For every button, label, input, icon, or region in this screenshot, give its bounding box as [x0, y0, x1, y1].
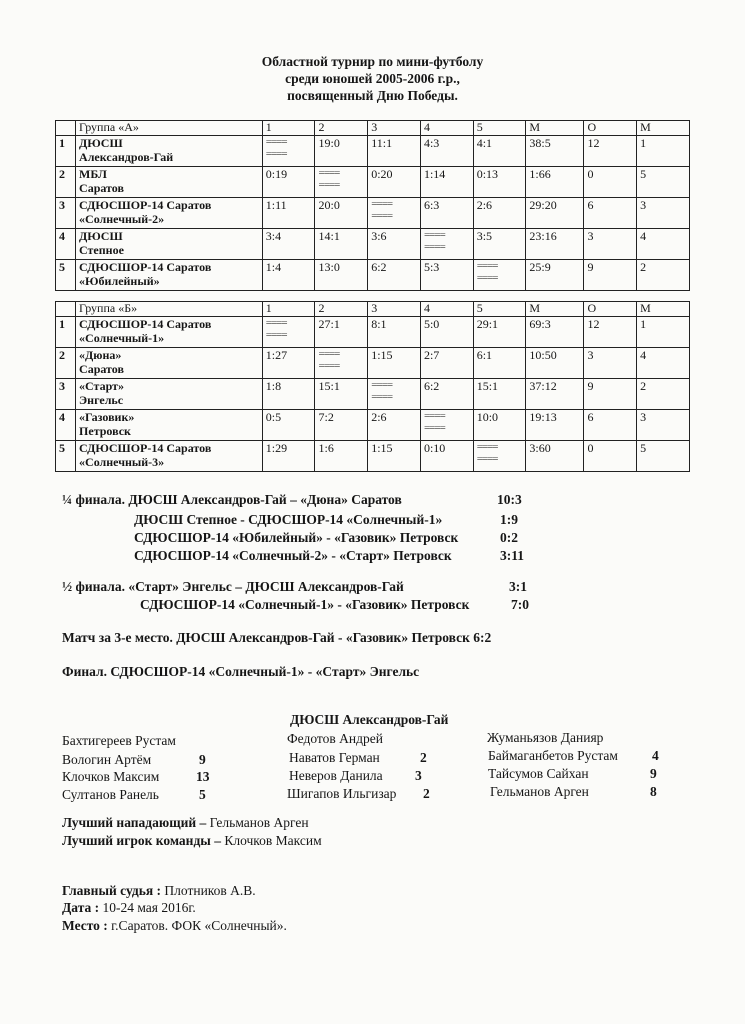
column-header: 3: [368, 302, 421, 317]
team-city: Саратов: [79, 362, 124, 376]
chief-judge: Главный судья : Плотников А.В.: [62, 883, 256, 898]
venue: Место : г.Саратов. ФОК «Солнечный».: [62, 918, 287, 933]
row-number: 1: [56, 136, 76, 167]
player-goals: 4: [652, 748, 659, 763]
score-cell: 0:13: [473, 167, 526, 198]
place-cell: 1: [637, 136, 690, 167]
score-cell: 5:3: [420, 260, 473, 291]
group-a-table: [55, 120, 690, 291]
column-header: М: [526, 302, 584, 317]
score-cell: 1:4: [262, 260, 315, 291]
points-cell: 12: [584, 136, 637, 167]
place-cell: 4: [637, 229, 690, 260]
score-cell: ==== ====: [262, 136, 315, 167]
points-cell: 0: [584, 167, 637, 198]
quarter-final-line-1: ¼ финала. ДЮСШ Александров-Гай – «Дюна» Саратов: [62, 492, 402, 507]
roster-team-name: ДЮСШ Александров-Гай: [290, 712, 449, 727]
score-cell: 3:5: [473, 229, 526, 260]
player-goals: 2: [420, 750, 427, 765]
header-row: [56, 121, 690, 136]
points-cell: 3: [584, 348, 637, 379]
points-cell: 3: [584, 229, 637, 260]
column-header: О: [584, 302, 637, 317]
column-header: [56, 302, 76, 317]
player-name: Баймаганбетов Рустам: [488, 748, 618, 763]
player-goals: 9: [650, 766, 657, 781]
goals-cell: 29:20: [526, 198, 584, 229]
team-cell: [76, 379, 263, 410]
place-cell: 1: [637, 317, 690, 348]
score-cell: 11:1: [368, 136, 421, 167]
player-goals: 8: [650, 784, 657, 799]
score-cell: 15:1: [473, 379, 526, 410]
semi-final-score-2: 7:0: [511, 597, 529, 612]
team-name: СДЮСШОР-14 Саратов: [79, 260, 212, 274]
player-goals: 9: [199, 752, 206, 767]
player-name: Бахтигереев Рустам: [62, 733, 176, 748]
quarter-final-line-4: СДЮСШОР-14 «Солнечный-2» - «Старт» Петровск: [134, 548, 452, 563]
score-cell: 6:2: [368, 260, 421, 291]
score-cell: 0:10: [420, 441, 473, 472]
goals-cell: 23:16: [526, 229, 584, 260]
score-cell: 2:6: [473, 198, 526, 229]
goals-cell: 38:5: [526, 136, 584, 167]
player-goals: 2: [423, 786, 430, 801]
goals-cell: 37:12: [526, 379, 584, 410]
goals-cell: 10:50: [526, 348, 584, 379]
score-cell: 1:29: [262, 441, 315, 472]
points-cell: 0: [584, 441, 637, 472]
team-cell: [76, 229, 263, 260]
score-cell: 6:1: [473, 348, 526, 379]
team-city: «Солнечный-2»: [79, 212, 165, 226]
semi-final-line-2: СДЮСШОР-14 «Солнечный-1» - «Газовик» Петровск: [140, 597, 470, 612]
player-name: Неверов Данила: [289, 768, 383, 783]
semi-final-line-1: ½ финала. «Старт» Энгельс – ДЮСШ Александров-Гай: [62, 579, 404, 594]
score-cell: 1:14: [420, 167, 473, 198]
column-header: [56, 121, 76, 136]
player-goals: 13: [196, 769, 210, 784]
team-cell: [76, 317, 263, 348]
row-number: 2: [56, 167, 76, 198]
table-row: [56, 198, 690, 229]
score-cell: 0:5: [262, 410, 315, 441]
date: Дата : 10-24 мая 2016г.: [62, 900, 196, 915]
player-name: Жуманьязов Данияр: [487, 730, 604, 745]
column-header: 2: [315, 121, 368, 136]
score-cell: ==== ====: [262, 317, 315, 348]
place-cell: 2: [637, 260, 690, 291]
team-cell: [76, 410, 263, 441]
table-row: [56, 229, 690, 260]
team-name: МБЛ: [79, 167, 107, 181]
best-player: Лучший игрок команды – Клочков Максим: [62, 833, 322, 848]
score-cell: 8:1: [368, 317, 421, 348]
team-name: СДЮСШОР-14 Саратов: [79, 317, 212, 331]
score-cell: 6:2: [420, 379, 473, 410]
column-header: 1: [262, 302, 315, 317]
quarter-final-score-3: 0:2: [500, 530, 518, 545]
player-name: Гельманов Арген: [490, 784, 589, 799]
team-name: ДЮСШ: [79, 229, 123, 243]
table-row: [56, 410, 690, 441]
score-cell: 15:1: [315, 379, 368, 410]
goals-cell: 1:66: [526, 167, 584, 198]
title-line-2: среди юношей 2005-2006 г.р.,: [285, 71, 460, 86]
score-cell: 3:4: [262, 229, 315, 260]
quarter-final-line-2: ДЮСШ Степное - СДЮСШОР-14 «Солнечный-1»: [134, 512, 443, 527]
points-cell: 6: [584, 410, 637, 441]
score-cell: ==== ====: [473, 260, 526, 291]
score-cell: ==== ====: [315, 167, 368, 198]
team-cell: [76, 260, 263, 291]
place-cell: 4: [637, 348, 690, 379]
score-cell: 19:0: [315, 136, 368, 167]
row-number: 1: [56, 317, 76, 348]
column-header: 4: [420, 121, 473, 136]
team-city: Степное: [79, 243, 124, 257]
score-cell: 14:1: [315, 229, 368, 260]
third-place-match: Матч за 3-е место. ДЮСШ Александров-Гай - «Газовик» Петровск 6:2: [62, 630, 492, 645]
team-city: Энгельс: [79, 393, 124, 407]
table-row: [56, 441, 690, 472]
title-line-1: Областной турнир по мини-футболу: [261, 54, 484, 69]
player-name: Клочков Максим: [62, 769, 160, 784]
score-cell: 0:20: [368, 167, 421, 198]
score-cell: 27:1: [315, 317, 368, 348]
points-cell: 9: [584, 379, 637, 410]
column-header: М: [637, 121, 690, 136]
goals-cell: 3:60: [526, 441, 584, 472]
row-number: 4: [56, 410, 76, 441]
goals-cell: 69:3: [526, 317, 584, 348]
table-row: [56, 260, 690, 291]
score-cell: 2:7: [420, 348, 473, 379]
column-header: М: [526, 121, 584, 136]
row-number: 4: [56, 229, 76, 260]
table-row: [56, 136, 690, 167]
goals-cell: 25:9: [526, 260, 584, 291]
column-header: 4: [420, 302, 473, 317]
team-name: «Газовик»: [79, 410, 135, 424]
score-cell: 4:1: [473, 136, 526, 167]
team-city: «Юбилейный»: [79, 274, 160, 288]
points-cell: 12: [584, 317, 637, 348]
column-header: 3: [368, 121, 421, 136]
table-row: [56, 167, 690, 198]
team-city: Александров-Гай: [79, 150, 174, 164]
score-cell: 0:19: [262, 167, 315, 198]
player-name: Тайсумов Сайхан: [488, 766, 589, 781]
score-cell: ==== ====: [420, 229, 473, 260]
team-name: СДЮСШОР-14 Саратов: [79, 198, 212, 212]
score-cell: 6:3: [420, 198, 473, 229]
place-cell: 3: [637, 198, 690, 229]
row-number: 5: [56, 441, 76, 472]
score-cell: 1:6: [315, 441, 368, 472]
table-row: [56, 348, 690, 379]
header-row: [56, 302, 690, 317]
player-name: Наватов Герман: [289, 750, 380, 765]
score-cell: 1:15: [368, 441, 421, 472]
place-cell: 3: [637, 410, 690, 441]
team-name: «Дюна»: [79, 348, 122, 362]
place-cell: 5: [637, 167, 690, 198]
group-b-table: [55, 301, 690, 472]
player-name: Султанов Ранель: [62, 787, 159, 802]
score-cell: 1:27: [262, 348, 315, 379]
title-line-3: посвященный Дню Победы.: [287, 88, 458, 103]
player-goals: 3: [415, 768, 422, 783]
quarter-final-score-2: 1:9: [500, 512, 518, 527]
team-cell: [76, 441, 263, 472]
semi-final-score-1: 3:1: [509, 579, 527, 594]
quarter-final-line-3: СДЮСШОР-14 «Юбилейный» - «Газовик» Петровск: [134, 530, 459, 545]
team-city: Саратов: [79, 181, 124, 195]
points-cell: 6: [584, 198, 637, 229]
column-header: О: [584, 121, 637, 136]
team-cell: [76, 136, 263, 167]
score-cell: 1:8: [262, 379, 315, 410]
quarter-final-score-1: 10:3: [497, 492, 522, 507]
column-header: Группа «Б»: [76, 302, 263, 317]
column-header: 5: [473, 121, 526, 136]
player-name: Вологин Артём: [62, 752, 152, 767]
place-cell: 5: [637, 441, 690, 472]
column-header: Группа «А»: [76, 121, 263, 136]
goals-cell: 19:13: [526, 410, 584, 441]
best-forward: Лучший нападающий – Гельманов Арген: [62, 815, 309, 830]
score-cell: ==== ====: [368, 379, 421, 410]
score-cell: ==== ====: [368, 198, 421, 229]
team-name: ДЮСШ: [79, 136, 123, 150]
column-header: 2: [315, 302, 368, 317]
table-row: [56, 317, 690, 348]
team-city: Петровск: [79, 424, 131, 438]
team-cell: [76, 167, 263, 198]
column-header: 5: [473, 302, 526, 317]
team-city: «Солнечный-3»: [79, 455, 165, 469]
player-goals: 5: [199, 787, 206, 802]
team-name: СДЮСШОР-14 Саратов: [79, 441, 212, 455]
score-cell: 1:15: [368, 348, 421, 379]
score-cell: 3:6: [368, 229, 421, 260]
score-cell: 5:0: [420, 317, 473, 348]
score-cell: 13:0: [315, 260, 368, 291]
place-cell: 2: [637, 379, 690, 410]
score-cell: ==== ====: [315, 348, 368, 379]
score-cell: ==== ====: [420, 410, 473, 441]
score-cell: ==== ====: [473, 441, 526, 472]
score-cell: 10:0: [473, 410, 526, 441]
team-name: «Старт»: [79, 379, 124, 393]
points-cell: 9: [584, 260, 637, 291]
score-cell: 29:1: [473, 317, 526, 348]
score-cell: 7:2: [315, 410, 368, 441]
column-header: М: [637, 302, 690, 317]
player-name: Федотов Андрей: [287, 731, 383, 746]
player-name: Шигапов Ильгизар: [287, 786, 397, 801]
team-city: «Солнечный-1»: [79, 331, 165, 345]
score-cell: 1:11: [262, 198, 315, 229]
final-match: Финал. СДЮСШОР-14 «Солнечный-1» - «Старт» Энгельс: [62, 664, 420, 679]
row-number: 3: [56, 379, 76, 410]
table-row: [56, 379, 690, 410]
score-cell: 4:3: [420, 136, 473, 167]
score-cell: 2:6: [368, 410, 421, 441]
score-cell: 20:0: [315, 198, 368, 229]
quarter-final-score-4: 3:11: [500, 548, 525, 563]
row-number: 5: [56, 260, 76, 291]
column-header: 1: [262, 121, 315, 136]
row-number: 3: [56, 198, 76, 229]
team-cell: [76, 348, 263, 379]
row-number: 2: [56, 348, 76, 379]
document-title: [0, 53, 745, 104]
team-cell: [76, 198, 263, 229]
